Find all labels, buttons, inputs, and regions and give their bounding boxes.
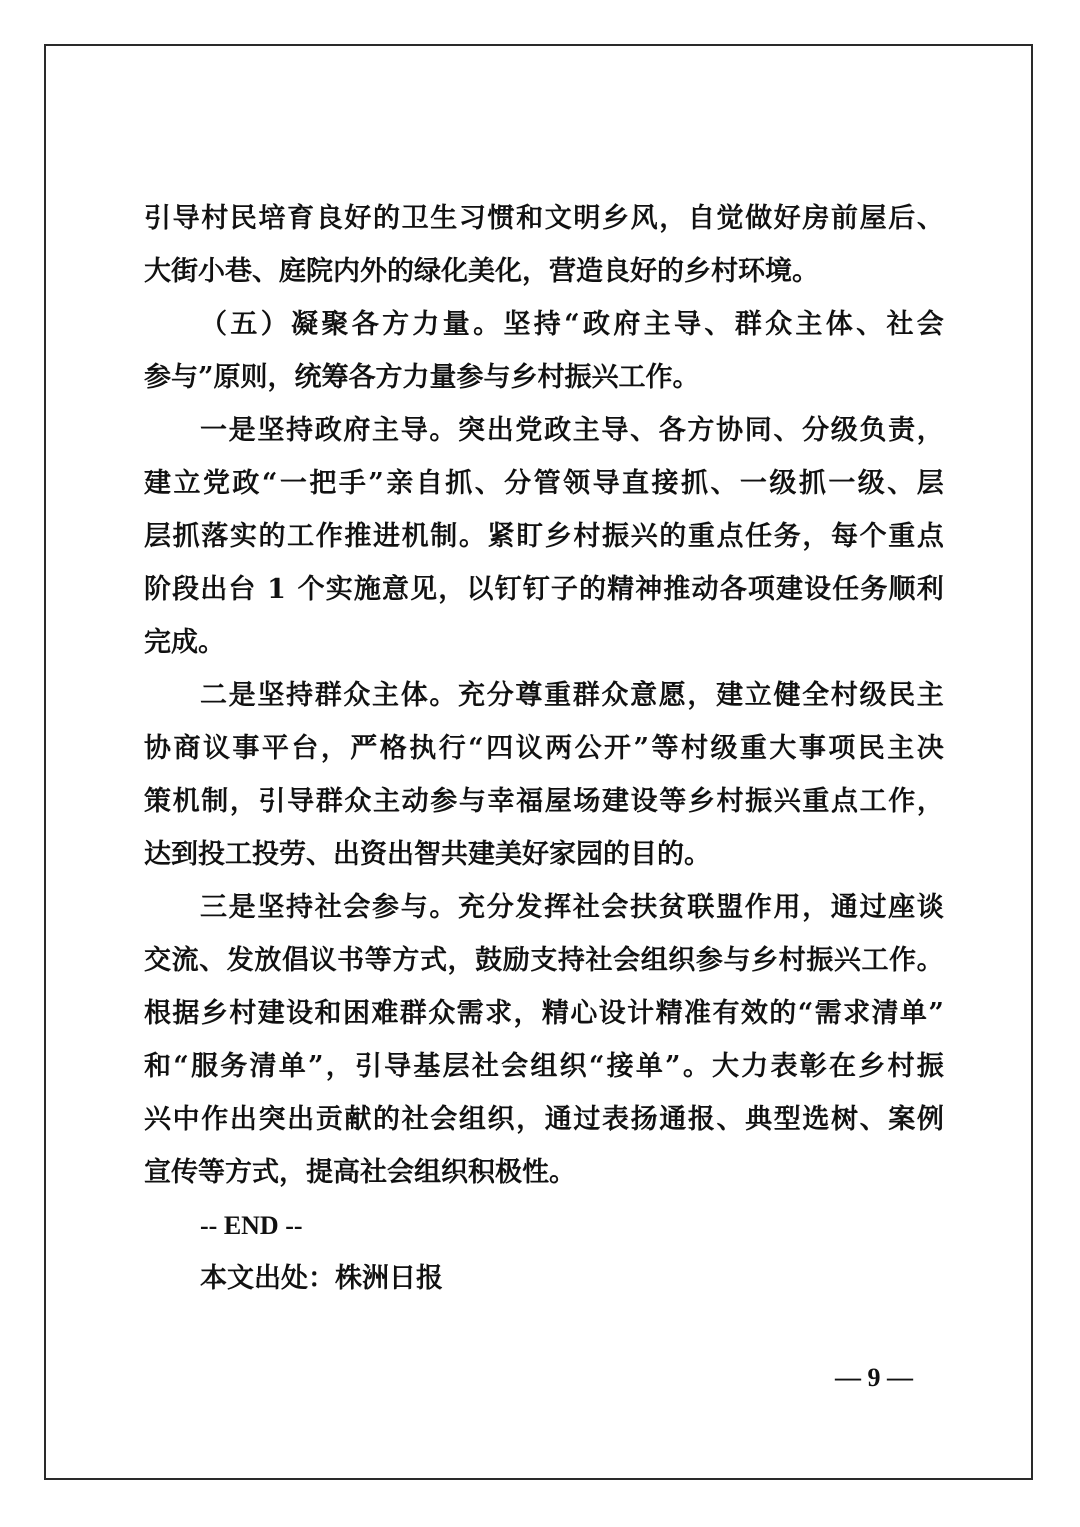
paragraph-3-line-1: 一 是 坚 持 政 府 主 导 。 突 出 党 政 主 导 、 各 方 协 同 、 分 级 负 责 ， — [200, 415, 944, 446]
paragraph-2-line-1: （ 五 ） 凝 聚 各 方 力 量 。 坚 持 “ 政 府 主 导 、 群 众 主 体 、 社 会 — [200, 309, 944, 340]
paragraph-3-line-2: 建 立 党 政 “ 一 把 手 ” 亲 自 抓 、 分 管 领 导 直 接 抓 、 一 级 抓 一 级 、 层 — [144, 468, 944, 499]
paragraph-4-line-4: 达到投工投劳、出资出智共建美好家园的目的。 — [144, 839, 711, 870]
paragraph-4-line-3: 策 机 制 ， 引 导 群 众 主 动 参 与 幸 福 屋 场 建 设 等 乡 村 振 兴 重 点 工 作 ， — [144, 786, 944, 817]
paragraph-3-line-5: 完成。 — [144, 627, 225, 658]
source-attribution: 本文出处：株洲日报 — [200, 1263, 443, 1294]
paragraph-5-line-6: 宣传等方式，提高社会组织积极性。 — [144, 1157, 576, 1188]
paragraph-5-line-2: 交 流 、 发 放 倡 议 书 等 方 式 ， 鼓 励 支 持 社 会 组 织 参 与 乡 村 振 兴 工 作 。 — [144, 945, 944, 976]
paragraph-4-line-2: 协 商 议 事 平 台 ， 严 格 执 行 “ 四 议 两 公 开 ” 等 村 级 重 大 事 项 民 主 决 — [144, 733, 944, 764]
paragraph-1-line-1: 引 导 村 民 培 育 良 好 的 卫 生 习 惯 和 文 明 乡 风 ， 自 觉 做 好 房 前 屋 后 、 — [144, 203, 944, 234]
paragraph-3-line-4: 阶 段 出 台 1 个 实 施 意 见 ， 以 钉 钉 子 的 精 神 推 动 各 项 建 设 任 务 顺 利 — [144, 574, 944, 605]
page-number: — 9 — — [835, 1363, 913, 1392]
end-mark: -- END -- — [200, 1211, 303, 1240]
paragraph-4-line-1: 二 是 坚 持 群 众 主 体 。 充 分 尊 重 群 众 意 愿 ， 建 立 健 全 村 级 民 主 — [200, 680, 944, 711]
paragraph-5-line-5: 兴 中 作 出 突 出 贡 献 的 社 会 组 织 ， 通 过 表 扬 通 报 、 典 型 选 树 、 案 例 — [144, 1104, 944, 1135]
paragraph-2-line-2: 参与”原则，统筹各方力量参与乡村振兴工作。 — [144, 362, 700, 393]
paragraph-5-line-1: 三 是 坚 持 社 会 参 与 。 充 分 发 挥 社 会 扶 贫 联 盟 作 用 ， 通 过 座 谈 — [200, 892, 944, 923]
paragraph-1-line-2: 大街小巷、庭院内外的绿化美化，营造良好的乡村环境。 — [144, 256, 819, 287]
paragraph-5-line-3: 根 据 乡 村 建 设 和 困 难 群 众 需 求 ， 精 心 设 计 精 准 有 效 的 “ 需 求 清 单 ” — [144, 998, 944, 1029]
paragraph-3-line-3: 层 抓 落 实 的 工 作 推 进 机 制 。 紧 盯 乡 村 振 兴 的 重 点 任 务 ， 每 个 重 点 — [144, 521, 944, 552]
paragraph-5-line-4: 和 “ 服 务 清 单 ” ， 引 导 基 层 社 会 组 织 “ 接 单 ” 。 大 力 表 彰 在 乡 村 振 — [144, 1051, 944, 1082]
document-body — [144, 192, 944, 1305]
